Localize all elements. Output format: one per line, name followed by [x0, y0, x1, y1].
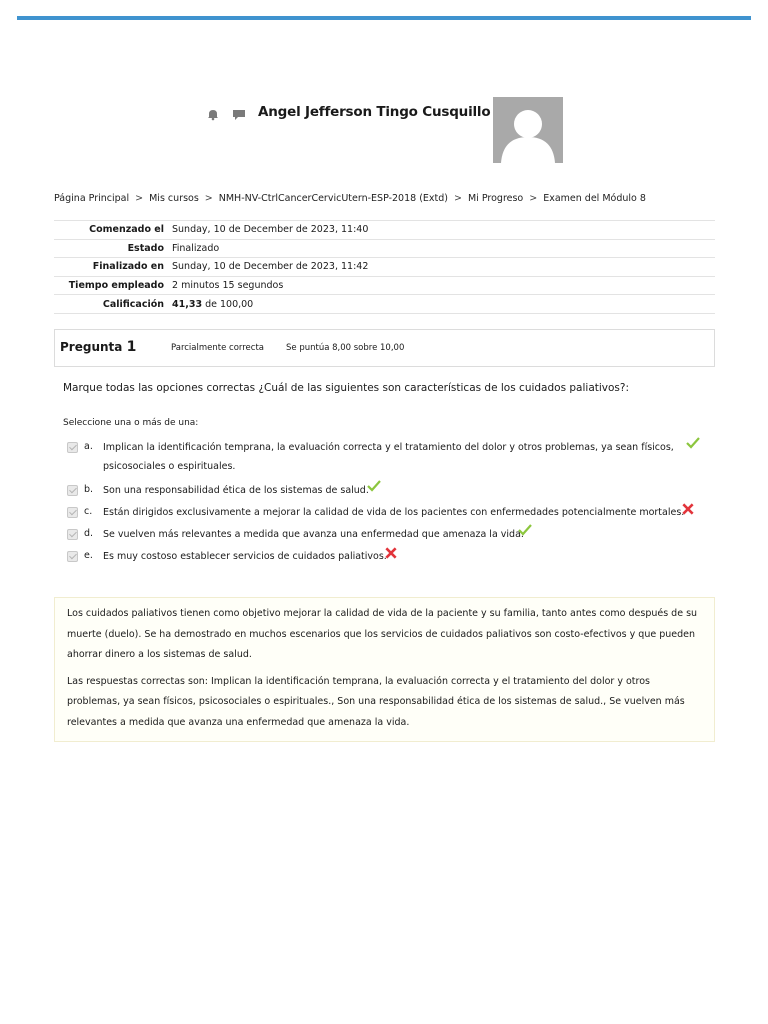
chevron-right-icon: > — [529, 193, 538, 204]
row-label: Calificación — [102, 298, 164, 310]
question-number: Pregunta 1 — [60, 339, 137, 355]
answer-letter: a. — [84, 441, 93, 452]
bell-icon[interactable] — [206, 106, 220, 120]
answer-letter: c. — [84, 506, 93, 517]
answer-text: Es muy costoso establecer servicios de cuidados paliativos. — [103, 551, 387, 562]
checkbox[interactable] — [67, 529, 78, 540]
answer-option-b — [67, 484, 717, 498]
checkbox[interactable] — [67, 485, 78, 496]
row-value: 2 minutos 15 segundos — [172, 280, 284, 292]
user-menu[interactable] — [258, 104, 502, 120]
row-value: Sunday, 10 de December de 2023, 11:40 — [172, 224, 369, 236]
checkbox[interactable] — [67, 551, 78, 562]
answer-option-a — [67, 441, 717, 477]
answer-option-d — [67, 528, 717, 542]
question-state: Parcialmente correcta — [171, 343, 264, 353]
answer-letter: e. — [84, 550, 93, 561]
feedback-box — [54, 597, 715, 742]
breadcrumb-my-courses[interactable]: Mis cursos — [149, 193, 199, 204]
question-text: Marque todas las opciones correctas ¿Cuál de las siguientes son características de los cuidados paliativos?: — [63, 382, 630, 394]
checkbox[interactable] — [67, 507, 78, 518]
answer-letter: b. — [84, 484, 94, 495]
answer-text: Están dirigidos exclusivamente a mejorar la calidad de vida de los pacientes con enfermedades potencialmente mortales. — [103, 507, 685, 518]
question-grade: Se puntúa 8,00 sobre 10,00 — [286, 343, 405, 353]
checkbox[interactable] — [67, 442, 78, 453]
cross-icon — [681, 502, 695, 516]
attempt-summary-table — [54, 220, 715, 314]
answer-text: Implican la identificación temprana, la evaluación correcta y el tratamiento del dolor y otros problemas, ya sean físicos, psicosociales o espirituales. — [103, 442, 674, 472]
check-icon — [518, 523, 532, 537]
breadcrumb — [54, 193, 646, 204]
top-accent-bar — [17, 16, 751, 20]
check-icon — [686, 436, 700, 450]
answer-text: Se vuelven más relevantes a medida que avanza una enfermedad que amenaza la vida. — [103, 529, 524, 540]
breadcrumb-progress[interactable]: Mi Progreso — [467, 193, 524, 204]
table-row — [54, 295, 715, 314]
answer-option-e — [67, 550, 717, 564]
table-row — [54, 239, 715, 258]
answer-text: Son una responsabilidad ética de los sistemas de salud. — [103, 485, 369, 496]
chevron-right-icon: > — [454, 193, 462, 204]
row-label: Finalizado en — [92, 261, 164, 273]
breadcrumb-home[interactable]: Página Principal — [54, 193, 130, 204]
right-answer: Las respuestas correctas son: Implican la identificación temprana, la evaluación correcta y el tratamiento del dolor y otros problemas, ya sean físicos, psicosociales o espirituales., Son una responsabilidad ética de los sistemas de salud., Se vuelven más relevantes a medida que avanza una enfermedad que amenaza la vida. — [67, 675, 685, 728]
answer-option-c — [67, 506, 717, 520]
row-label: Estado — [127, 242, 164, 254]
row-label: Comenzado el — [89, 224, 164, 236]
answer-letter: d. — [84, 528, 94, 539]
check-icon — [367, 479, 381, 493]
question-info — [54, 329, 715, 367]
row-label: Tiempo empleado — [68, 280, 164, 292]
breadcrumb-course[interactable]: NMH-NV-CtrlCancerCervicUtern-ESP-2018 (Extd) — [218, 193, 449, 204]
table-row — [54, 258, 715, 277]
breadcrumb-exam[interactable]: Examen del Módulo 8 — [543, 193, 646, 204]
table-row — [54, 276, 715, 295]
user-header — [0, 97, 768, 163]
user-name: Angel Jefferson Tingo Cusquillo — [258, 104, 491, 120]
answer-prompt: Seleccione una o más de una: — [63, 418, 199, 428]
grade-max: de 100,00 — [202, 298, 254, 310]
table-row — [54, 221, 715, 240]
chat-icon[interactable] — [232, 106, 246, 120]
row-value: Sunday, 10 de December de 2023, 11:42 — [172, 261, 369, 273]
grade-score: 41,33 — [172, 298, 203, 310]
chevron-right-icon: > — [204, 193, 213, 204]
chevron-right-icon: > — [135, 193, 144, 204]
cross-icon — [384, 546, 398, 560]
user-avatar[interactable] — [493, 97, 563, 163]
row-value — [170, 295, 715, 314]
row-value: Finalizado — [172, 242, 220, 254]
general-feedback: Los cuidados paliativos tienen como objetivo mejorar la calidad de vida de la paciente y su familia, tanto antes como después de su muerte (duelo). Se ha demostrado en muchos escenarios que los servicios de cuidados paliativos son costo-efectivos y que pueden ahorrar dinero a los sistemas de salud. — [67, 608, 698, 660]
